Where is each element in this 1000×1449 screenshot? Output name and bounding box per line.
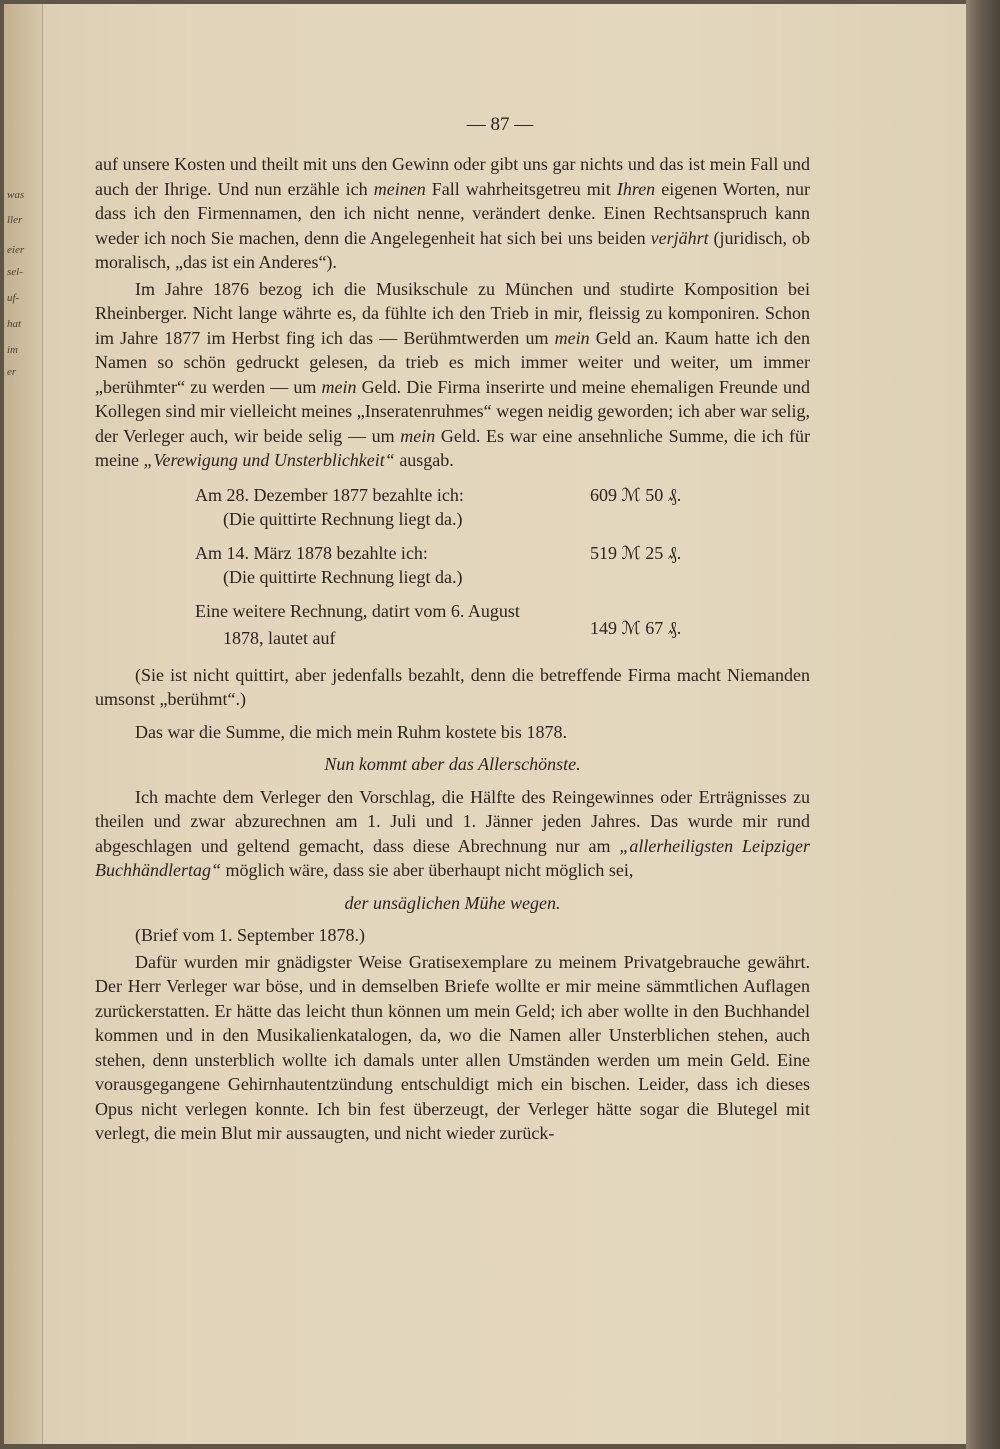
- gutter-fragment: eier: [7, 244, 25, 256]
- emphasis-text: mein: [554, 327, 590, 348]
- paragraph-7: Dafür wurden mir gnädigster Weise Gratisexemplare zu meinem Privatgebrauche gewährt. Der Herr Verleger war böse, und in demselben Briefe wollte er mir meine sämmtlichen Auflagen zurückerstatten. Er hätte das leicht thun können um mein Geld; ich aber wollte in den Buchhandel kommen und in den Musikalienkatalogen, da, wo die Namen aller Unsterblichen stehen, auch stehen, denn unsterblich wollte ich damals unter allen Umständen werden um mein Geld. Eine vorausgegangene Gehirnhautentzündung entschuldigt mich ein bischen. Leider, dass ich dieses Opus nicht verlegen konnte. Ich bin fest überzeugt, der Verleger hätte sogar die Blutegel mit verlegt, die mein Blut mir aussaugten, und nicht wieder zurück-: [95, 951, 810, 1143]
- payment-amount: 149 ℳ 67 ₰.: [590, 618, 682, 638]
- gutter-fragment: uf-: [7, 292, 20, 304]
- text-run: Im Jahre 1876 bezog ich die Musikschule zu München und studirte Komposition bei Rheinberger. Nicht lange währte es, da fühlte ich den Trieb in mir, fleissig zu komponiren. Schon im Jahre 1877 im Herbst fing ich das — Berühmtwerden um: [95, 278, 810, 348]
- text-run: Geld an. Kaum hatte ich den Namen so schön gedruckt gelesen, da trieb es mich immer weiter und weiter, um immer „berühmter“ zu werden — um: [95, 327, 810, 397]
- gutter-fragment: im: [7, 344, 18, 356]
- emphasis-text: mein: [400, 425, 436, 446]
- body-text: [95, 152, 810, 1146]
- payment-note: [223, 507, 810, 532]
- gutter-fragment: was: [7, 189, 25, 201]
- emphasis-text: verjährt: [650, 227, 709, 248]
- payment-note: [223, 565, 810, 590]
- text-run: auf unsere Kosten und theilt mit uns den Gewinn oder gibt uns gar nichts und das ist mein Fall und auch der Ihrige. Und nun erzähle ich: [95, 154, 810, 199]
- payment-row-2: [195, 541, 810, 566]
- paragraph-2: [95, 277, 810, 473]
- text-run: Geld. Es war eine ansehnliche Summe, die ich für meine: [95, 425, 810, 470]
- payment-label: Eine weitere Rechnung, datirt vom 6. August: [195, 600, 520, 621]
- payments-list: [95, 483, 810, 651]
- section-heading-1: Nun kommt aber das Allerschönste.: [324, 754, 581, 774]
- payment-row-3: [195, 599, 810, 624]
- section-heading-2: der unsäglichen Mühe wegen.: [344, 892, 561, 913]
- payment-label: Am 28. Dezember 1877 bezahlte ich:: [195, 484, 464, 505]
- paragraph-5: [95, 785, 810, 883]
- text-run: Ich machte dem Verleger den Vorschlag, die Hälfte des Reingewinnes oder Erträgnisses zu theilen und zwar abzurechnen am 1. Juli und 1. Jänner jeden Jahres. Das wurde mir rund abgeschlagen und geltend gemacht, dass diese Abrechnung nur am: [95, 786, 810, 856]
- emphasis-text: meinen: [373, 178, 426, 199]
- emphasis-text: „allerheiligsten Leipziger Buchhändlertag“: [95, 835, 810, 880]
- payment-amount: 519 ℳ 25 ₰.: [590, 542, 682, 563]
- emphasis-text: Ihren: [616, 178, 656, 199]
- text-run: Geld. Die Firma inserirte und meine ehemaligen Freunde und Kollegen sind mir vielleicht meines „Inseratenruhmes“ wegen neidig geworden; ich aber war selig, der Verleger auch, wir beide selig — um: [95, 376, 810, 446]
- paragraph-4: Das war die Summe, die mich mein Ruhm kostete bis 1878.: [135, 721, 567, 742]
- text-run: (juridisch, ob moralisch, „das ist ein Anderes“).: [95, 227, 810, 272]
- gutter-fragment: sel-: [7, 266, 23, 278]
- text-run: eigenen Worten, nur dass ich den Firmennamen, den ich nicht nenne, verändert denke. Einen Rechtsanspruch kann weder ich noch Sie machen, denn die Angelegenheit hat sich bei uns beiden: [95, 178, 810, 248]
- text-run: möglich wäre, dass sie aber überhaupt nicht möglich sei,: [221, 860, 634, 880]
- facing-page-gutter: [4, 4, 43, 1444]
- gutter-fragment: ller: [7, 214, 23, 226]
- paragraph-3: (Sie ist nicht quittirt, aber jedenfalls bezahlt, denn die betreffende Firma macht Niemanden umsonst „berühmt“.): [95, 664, 810, 709]
- paragraph-6: (Brief vom 1. September 1878.): [135, 925, 365, 945]
- emphasis-text: „Verewigung und Unsterblichkeit“: [143, 450, 395, 470]
- text-run: Fall wahrheitsgetreu mit: [425, 178, 617, 199]
- payment-note-text: (Die quittirte Rechnung liegt da.): [223, 509, 463, 529]
- payment-row-3b: [223, 618, 810, 651]
- payment-note-text: (Die quittirte Rechnung liegt da.): [223, 567, 463, 587]
- paragraph-1: [95, 152, 810, 275]
- payment-amount: 609 ℳ 50 ₰.: [590, 484, 682, 505]
- payment-label-cont: 1878, lautet auf: [223, 628, 336, 648]
- text-run: ausgab.: [394, 450, 454, 470]
- book-edge: [966, 0, 1000, 1449]
- payment-row-1: [195, 483, 810, 508]
- page-number: — 87 —: [466, 114, 534, 135]
- gutter-fragment: er: [7, 366, 17, 378]
- emphasis-text: mein: [321, 376, 357, 397]
- gutter-fragment: hat: [7, 318, 22, 330]
- payment-label: Am 14. März 1878 bezahlte ich:: [195, 542, 428, 563]
